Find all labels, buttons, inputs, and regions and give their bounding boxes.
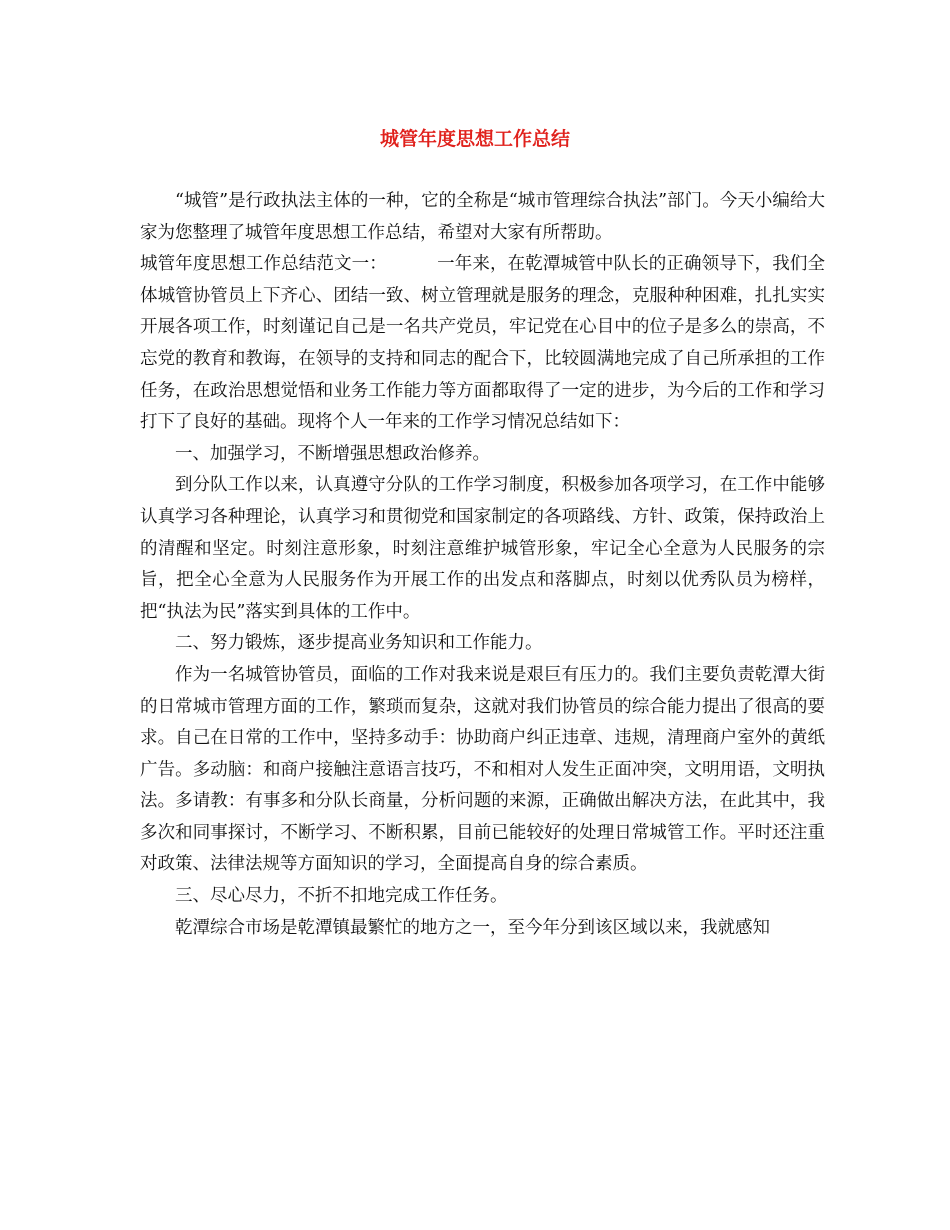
section-body-1: 到分队工作以来，认真遵守分队的工作学习制度，积极参加各项学习，在工作中能够认真学习各种理论，认真学习和贯彻党和国家制定的各项路线、方针、政策，保持政治上的清醒和坚定。时刻注意形象，时刻注意维护城管形象，牢记全心全意为人民服务的宗旨，把全心全意为人民服务作为开展工作的出发点和落脚点，时刻以优秀队员为榜样，把“执法为民”落实到具体的工作中。 [140,475,825,622]
sample-opening: 一年来，在乾潭城管中队长的正确领导下，我们全体城管协管员上下齐心、团结一致、树立管理就是服务的理念，克服种种困难，扎扎实实开展各项工作，时刻谨记自己是一名共产党员，牢记党在心目中的位子是多么的崇高，不忘党的教育和教诲，在领导的支持和同志的配合下，比较圆满地完成了自己所承担的工作任务，在政治思想觉悟和业务工作能力等方面都取得了一定的进步，为今后的工作和学习打下了良好的基础。现将个人一年来的工作学习情况总结如下： [140,254,826,433]
section-body-3: 乾潭综合市场是乾潭镇最繁忙的地方之一，至今年分到该区域以来，我就感知 [175,917,770,938]
section-heading-3: 三、尽心尽力，不折不扣地完成工作任务。 [175,886,508,907]
section-heading-2: 二、努力锻炼，逐步提高业务知识和工作能力。 [175,633,543,654]
section-body-2: 作为一名城管协管员，面临的工作对我来说是艰巨有压力的。我们主要负责乾潭大街的日常城市管理方面的工作，繁琐而复杂，这就对我们协管员的综合能力提出了很高的要求。自己在日常的工作中，坚持多动手：协助商户纠正违章、违规，清理商户室外的黄纸广告。多动脑：和商户接触注意语言技巧，不和相对人发生正面冲突，文明用语，文明执法。多请教：有事多和分队长商量，分析问题的来源，正确做出解决方法，在此其中，我多次和同事探讨，不断学习、不断积累，目前已能较好的处理日常城管工作。平时还注重对政策、法律法规等方面知识的学习，全面提高自身的综合素质。 [140,664,825,875]
sample-paragraph [140,249,825,439]
document-title: 城管年度思想工作总结 [379,128,570,150]
section-heading-1: 一、加强学习，不断增强思想政治修养。 [175,443,490,464]
intro-paragraph: “城管”是行政执法主体的一种，它的全称是“城市管理综合执法”部门。今天小编给大家为您整理了城管年度思想工作总结，希望对大家有所帮助。 [140,191,825,243]
document-body [140,186,825,944]
sample-label: 城管年度思想工作总结范文一： [140,254,387,275]
